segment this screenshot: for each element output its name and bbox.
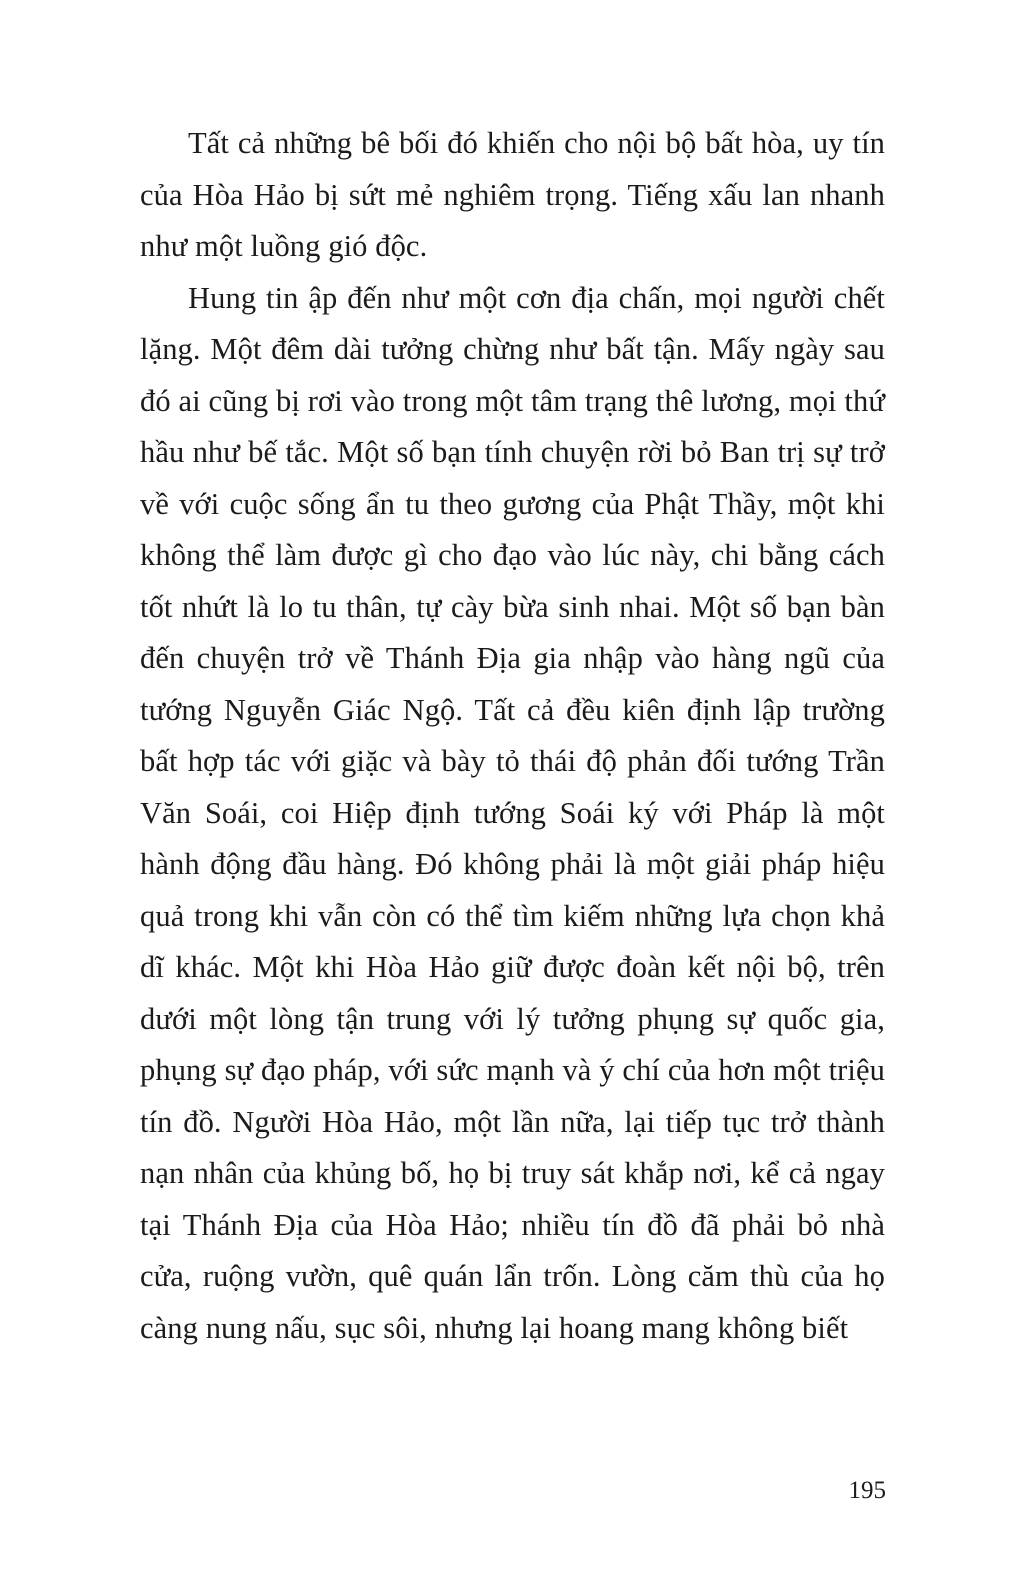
paragraph-1: Tất cả những bê bối đó khiến cho nội bộ bất hòa, uy tín của Hòa Hảo bị sứt mẻ nghiêm trọng. Tiếng xấu lan nhanh như một luồng gió độc. — [140, 126, 885, 263]
page-number: 195 — [848, 1477, 886, 1504]
page-body-text — [140, 118, 885, 1354]
paragraph-2: Hung tin ập đến như một cơn địa chấn, mọi người chết lặng. Một đêm dài tưởng chừng như bất tận. Mấy ngày sau đó ai cũng bị rơi vào trong một tâm trạng thê lương, mọi thứ hầu như bế tắc. Một số bạn tính chuyện rời bỏ Ban trị sự trở về với cuộc sống ẩn tu theo gương của Phật Thầy, một khi không thể làm được gì cho đạo vào lúc này, chi bằng cách tốt nhứt là lo tu thân, tự cày bừa sinh nhai. Một số bạn bàn đến chuyện trở về Thánh Địa gia nhập vào hàng ngũ của tướng Nguyễn Giác Ngộ. Tất cả đều kiên định lập trường bất hợp tác với giặc và bày tỏ thái độ phản đối tướng Trần Văn Soái, coi Hiệp định tướng Soái ký với Pháp là một hành động đầu hàng. Đó không phải là một giải pháp hiệu quả trong khi vẫn còn có thể tìm kiếm những lựa chọn khả dĩ khác. Một khi Hòa Hảo giữ được đoàn kết nội bộ, trên dưới một lòng tận trung với lý tưởng phụng sự quốc gia, phụng sự đạo pháp, với sức mạnh và ý chí của hơn một triệu tín đồ. Người Hòa Hảo, một lần nữa, lại tiếp tục trở thành nạn nhân của khủng bố, họ bị truy sát khắp nơi, kể cả ngay tại Thánh Địa của Hòa Hảo; nhiều tín đồ đã phải bỏ nhà cửa, ruộng vườn, quê quán lẩn trốn. Lòng căm thù của họ càng nung nấu, sục sôi, nhưng lại hoang mang không biết — [140, 280, 885, 1345]
